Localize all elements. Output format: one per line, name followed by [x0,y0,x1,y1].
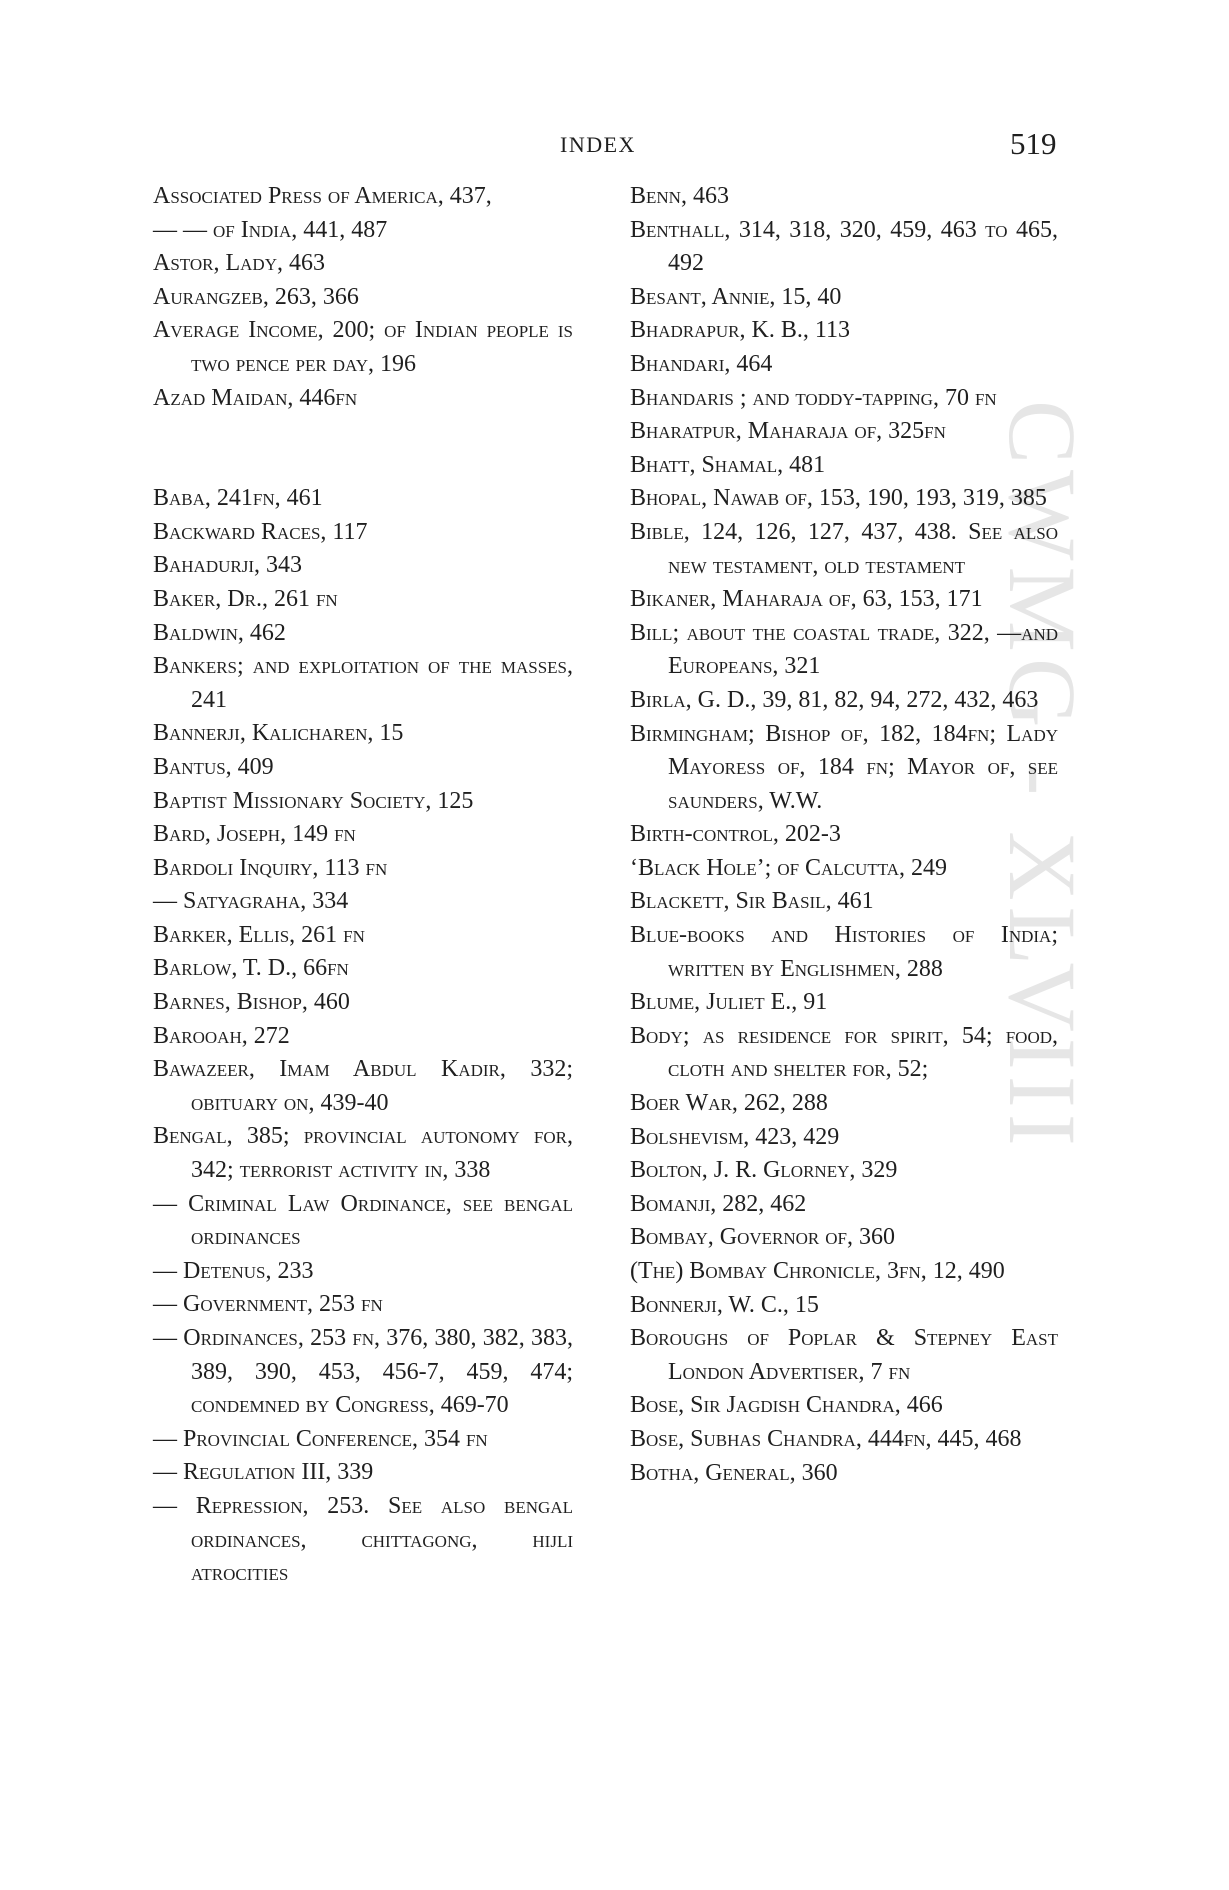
index-entry: Benthall, 314, 318, 320, 459, 463 to 465, 492 [630,216,1058,277]
index-entry: — — of India, 441, 487 [153,216,388,243]
index-entry: Blackett, Sir Basil, 461 [630,888,874,915]
index-entry: Birmingham; Bishop of, 182, 184fn; Lady Mayoress of, 184 fn; Mayor of, see saunders, W.W. [630,720,1058,814]
index-entry: Bantus, 409 [153,753,274,780]
index-entry: — Repression, 253. See also bengal ordinances, chittagong, hijli atrocities [153,1492,573,1587]
index-entry: — Detenus, 233 [153,1257,314,1284]
index-entry: Azad Maidan, 446fn [153,384,358,411]
index-entry: Bhopal, Nawab of, 153, 190, 193, 319, 385 [630,485,1047,512]
watermark: CWMG - XLVIII [989,400,1096,1152]
index-entry: Baldwin, 462 [153,619,286,646]
index-entry: Bikaner, Maharaja of, 63, 153, 171 [630,586,983,613]
index-entry: Aurangzeb, 263, 366 [153,283,359,310]
index-entry: Bhandaris ; and toddy-tapping, 70 fn [630,384,997,411]
running-head: INDEX [560,132,636,157]
index-column-right [630,180,1058,1490]
index-entry: Bose, Subhas Chandra, 444fn, 445, 468 [630,1425,1022,1452]
index-entry: — Satyagraha, 334 [153,888,349,915]
index-entry: ‘Black Hole’; of Calcutta, 249 [630,854,948,881]
index-entry: Bolshevism, 423, 429 [630,1123,840,1150]
index-entry: Boroughs of Poplar & Stepney East London Advertiser, 7 fn [630,1325,1058,1385]
index-entry: Blume, Juliet E., 91 [630,989,828,1016]
page-number: 519 [1010,126,1057,161]
index-entry: Baptist Missionary Society, 125 [153,787,474,814]
index-entry: Bhandari, 464 [630,350,773,377]
index-entry: Associated Press of America, 437, [153,183,492,209]
index-entry: Boer War, 262, 288 [630,1090,828,1117]
index-entry: Bahadurji, 343 [153,552,303,579]
index-entry: Barooah, 272 [153,1022,290,1049]
index-entry: Blue-books and Histories of India; written by Englishmen, 288 [630,922,1058,982]
index-entry: — Ordinances, 253 fn, 376, 380, 382, 383, 389, 390, 453, 456-7, 459, 474; condemned by Congress, 469-70 [153,1325,573,1419]
index-column-left [153,180,573,1591]
index-entry: Barlow, T. D., 66fn [153,955,349,982]
index-entry: Bonnerji, W. C., 15 [630,1291,819,1318]
index-entry: Birla, G. D., 39, 81, 82, 94, 272, 432, 463 [630,686,1039,713]
index-entry: Bengal, 385; provincial autonomy for, 342; terrorist activity in, 338 [153,1123,573,1184]
index-entry: Botha, General, 360 [630,1459,838,1486]
index-entry: Bombay, Governor of, 360 [630,1224,895,1251]
index-entry: Bhadrapur, K. B., 113 [630,317,850,344]
index-entry: — Provincial Conference, 354 fn [153,1425,488,1452]
index-entry: — Government, 253 fn [153,1291,383,1318]
index-entry: Bardoli Inquiry, 113 fn [153,854,388,881]
index-entry: Birth-control, 202-3 [630,821,841,848]
index-entry: — Regulation III, 339 [153,1459,374,1486]
index-entry: Bose, Sir Jagdish Chandra, 466 [630,1392,943,1419]
index-entry: Backward Races, 117 [153,518,368,545]
index-entry: Baba, 241fn, 461 [153,485,323,512]
index-entry: Bhatt, Shamal, 481 [630,451,826,478]
index-entry: Astor, Lady, 463 [153,250,325,277]
index-entry: Body; as residence for spirit, 54; food, cloth and shelter for, 52; [630,1022,1058,1083]
index-entry: Bomanji, 282, 462 [630,1190,807,1217]
index-entry: Bard, Joseph, 149 fn [153,821,356,848]
index-entry: Bolton, J. R. Glorney, 329 [630,1157,898,1184]
index-entry: Bharatpur, Maharaja of, 325fn [630,418,946,445]
index-entry: Baker, Dr., 261 fn [153,585,338,612]
index-entry: Besant, Annie, 15, 40 [630,283,842,310]
index-entry: (The) Bombay Chronicle, 3fn, 12, 490 [630,1258,1005,1284]
index-entry: Bankers; and exploitation of the masses, 241 [153,653,573,713]
index-entry: Bill; about the coastal trade, 322, —and Europeans, 321 [630,619,1058,680]
index-entry: — Criminal Law Ordinance, see bengal ordinances [153,1190,573,1251]
index-entry: Bannerji, Kalicharen, 15 [153,720,404,747]
index-entry: Bawazeer, Imam Abdul Kadir, 332; obituary on, 439-40 [153,1056,573,1116]
index-entry: Barker, Ellis, 261 fn [153,921,365,948]
index-entry: Barnes, Bishop, 460 [153,989,350,1016]
index-entry: Benn, 463 [630,183,729,209]
index-entry: Average Income, 200; of Indian people is two pence per day, 196 [153,317,573,377]
index-entry: Bible, 124, 126, 127, 437, 438. See also new testament, old testament [630,518,1058,579]
